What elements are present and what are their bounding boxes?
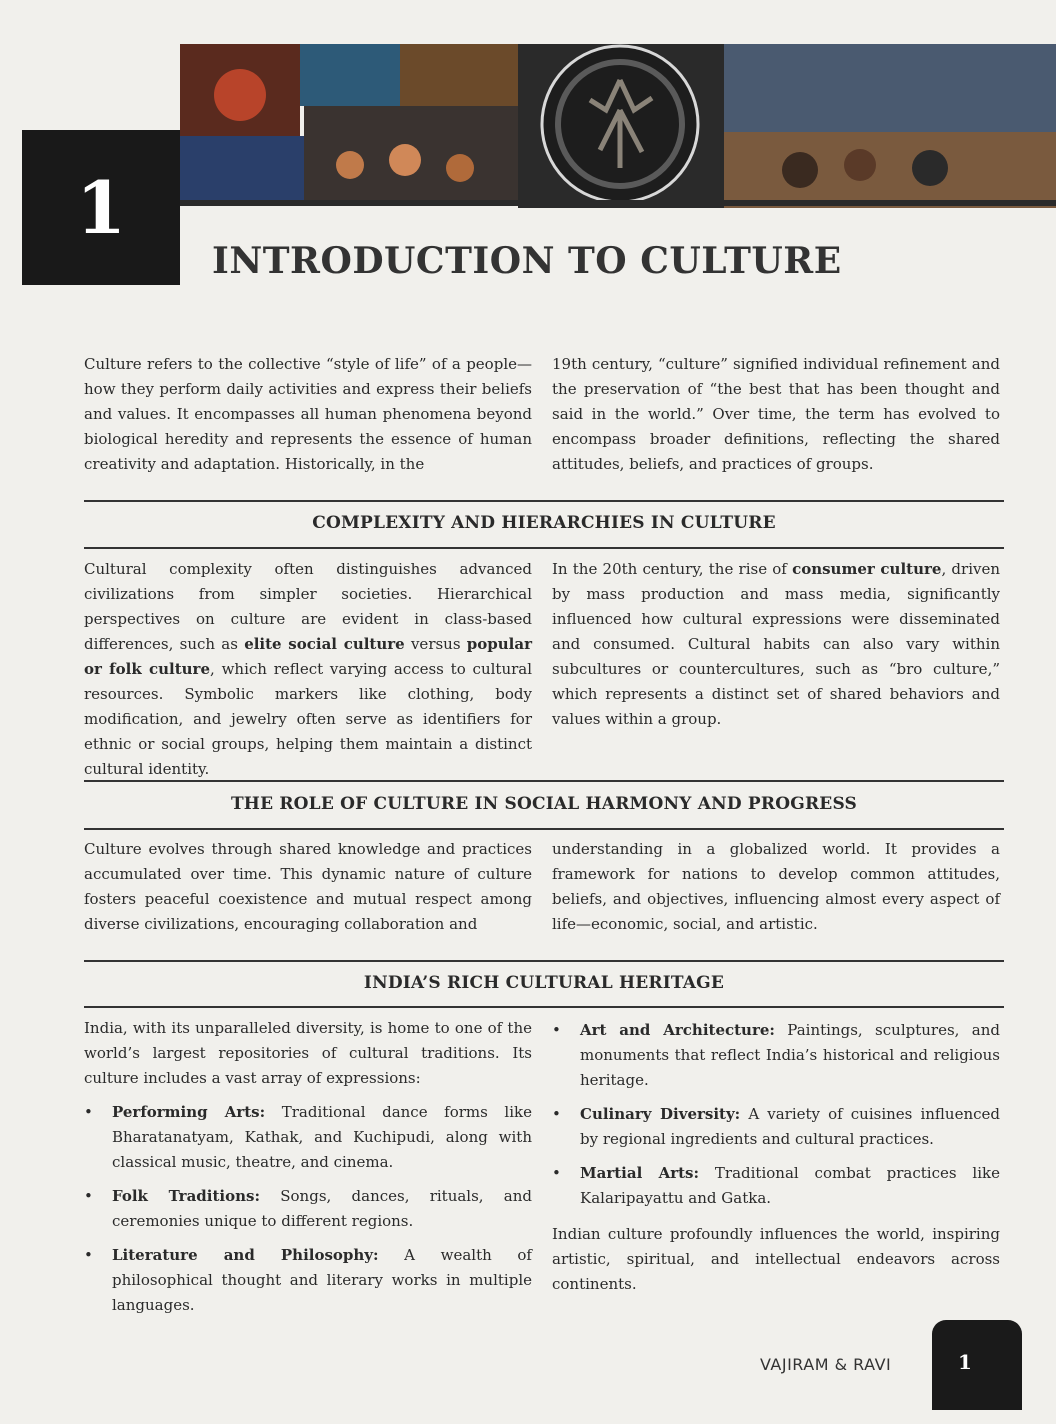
- intro-paragraph-left: Culture refers to the collective “style of life” of a people—how they perform daily activities and express their beliefs and values. It encompasses all human phenomena beyond biological heredity and represents the essence of human creativity and adaptation. Historically, in the: [84, 355, 532, 473]
- complexity-paragraph-left: Cultural complexity often distinguishes advanced civilizations from simpler societies. Hierarchical perspectives on culture are evident in class-based differences, such as elite social culture versus popular or folk culture, which reflect varying access to cultural resources. Symbolic markers like clothing, body modification, and jewelry often serve as identifiers for ethnic or social groups, helping them maintain a distinct cultural identity.: [84, 560, 533, 778]
- bold-term: popular or folk culture: [84, 635, 533, 678]
- chapter-number: 1: [75, 165, 127, 250]
- list-item: • Martial Arts: Traditional combat practices like Kalaripayattu and Gatka.: [552, 1161, 1000, 1211]
- bullet-icon: •: [552, 1105, 561, 1123]
- intro-paragraph-right: 19th century, “culture” signified individual refinement and the preservation of “the best that has been thought and said in the world.” Over time, the term has evolved to encompass broader definitions, reflecting the shared attitudes, beliefs, and practices of groups.: [552, 355, 1000, 473]
- section-divider: [84, 547, 1004, 549]
- bullet-icon: •: [84, 1246, 93, 1264]
- section-divider: [84, 828, 1004, 830]
- section-divider: [84, 500, 1004, 502]
- bullet-icon: •: [84, 1187, 93, 1205]
- bullet-icon: •: [552, 1164, 561, 1182]
- heritage-list-left: [84, 1100, 532, 1327]
- chapter-number-box: [22, 130, 180, 285]
- page-number: 1: [958, 1350, 972, 1374]
- bold-term: consumer culture: [792, 560, 942, 578]
- section-heading-india-heritage: INDIA’S RICH CULTURAL HERITAGE: [363, 973, 725, 993]
- list-item: • Performing Arts: Traditional dance forms like Bharatanatyam, Kathak, and Kuchipudi, along with classical music, theatre, and cinema.: [84, 1100, 532, 1175]
- list-item: • Literature and Philosophy: A wealth of philosophical thought and literary works in multiple languages.: [84, 1243, 532, 1318]
- publisher-brand: VAJIRAM & RAVI: [760, 1355, 892, 1374]
- section-divider: [84, 1006, 1004, 1008]
- harmony-paragraph-left: Culture evolves through shared knowledge and practices accumulated over time. This dynamic nature of culture fosters peaceful coexistence and mutual respect among diverse civilizations, encouraging collaboration and: [84, 840, 532, 933]
- section-heading-complexity: COMPLEXITY AND HIERARCHIES IN CULTURE: [312, 513, 776, 533]
- harmony-paragraph-right: understanding in a globalized world. It provides a framework for nations to develop common attitudes, beliefs, and objectives, influencing almost every aspect of life—economic, social, and artistic.: [552, 840, 1000, 933]
- complexity-paragraph-right: In the 20th century, the rise of consumer culture, driven by mass production and mass media, significantly influenced how cultural expressions were disseminated and consumed. Cultural habits can also vary within subcultures or countercultures, such as “bro culture,” which represents a distinct set of shared behaviors and values within a group.: [552, 560, 1001, 728]
- list-item: • Culinary Diversity: A variety of cuisines influenced by regional ingredients and cultural practices.: [552, 1102, 1000, 1152]
- heritage-closing-paragraph: Indian culture profoundly influences the world, inspiring artistic, spiritual, and intellectual endeavors across continents.: [552, 1225, 1000, 1293]
- heritage-list-right: [552, 1018, 1000, 1220]
- bullet-icon: •: [552, 1021, 561, 1039]
- chapter-title: INTRODUCTION TO CULTURE: [212, 240, 842, 282]
- bold-term: elite social culture: [244, 635, 405, 653]
- heritage-intro-paragraph: India, with its unparalleled diversity, is home to one of the world’s largest repositories of cultural traditions. Its culture includes a vast array of expressions:: [84, 1019, 532, 1087]
- list-item: • Folk Traditions: Songs, dances, rituals, and ceremonies unique to different regions.: [84, 1184, 532, 1234]
- section-heading-social-harmony: THE ROLE OF CULTURE IN SOCIAL HARMONY AND PROGRESS: [230, 794, 858, 814]
- section-divider: [84, 960, 1004, 962]
- section-divider: [84, 780, 1004, 782]
- bullet-icon: •: [84, 1103, 93, 1121]
- list-item: • Art and Architecture: Paintings, sculptures, and monuments that reflect India’s historical and religious heritage.: [552, 1018, 1000, 1093]
